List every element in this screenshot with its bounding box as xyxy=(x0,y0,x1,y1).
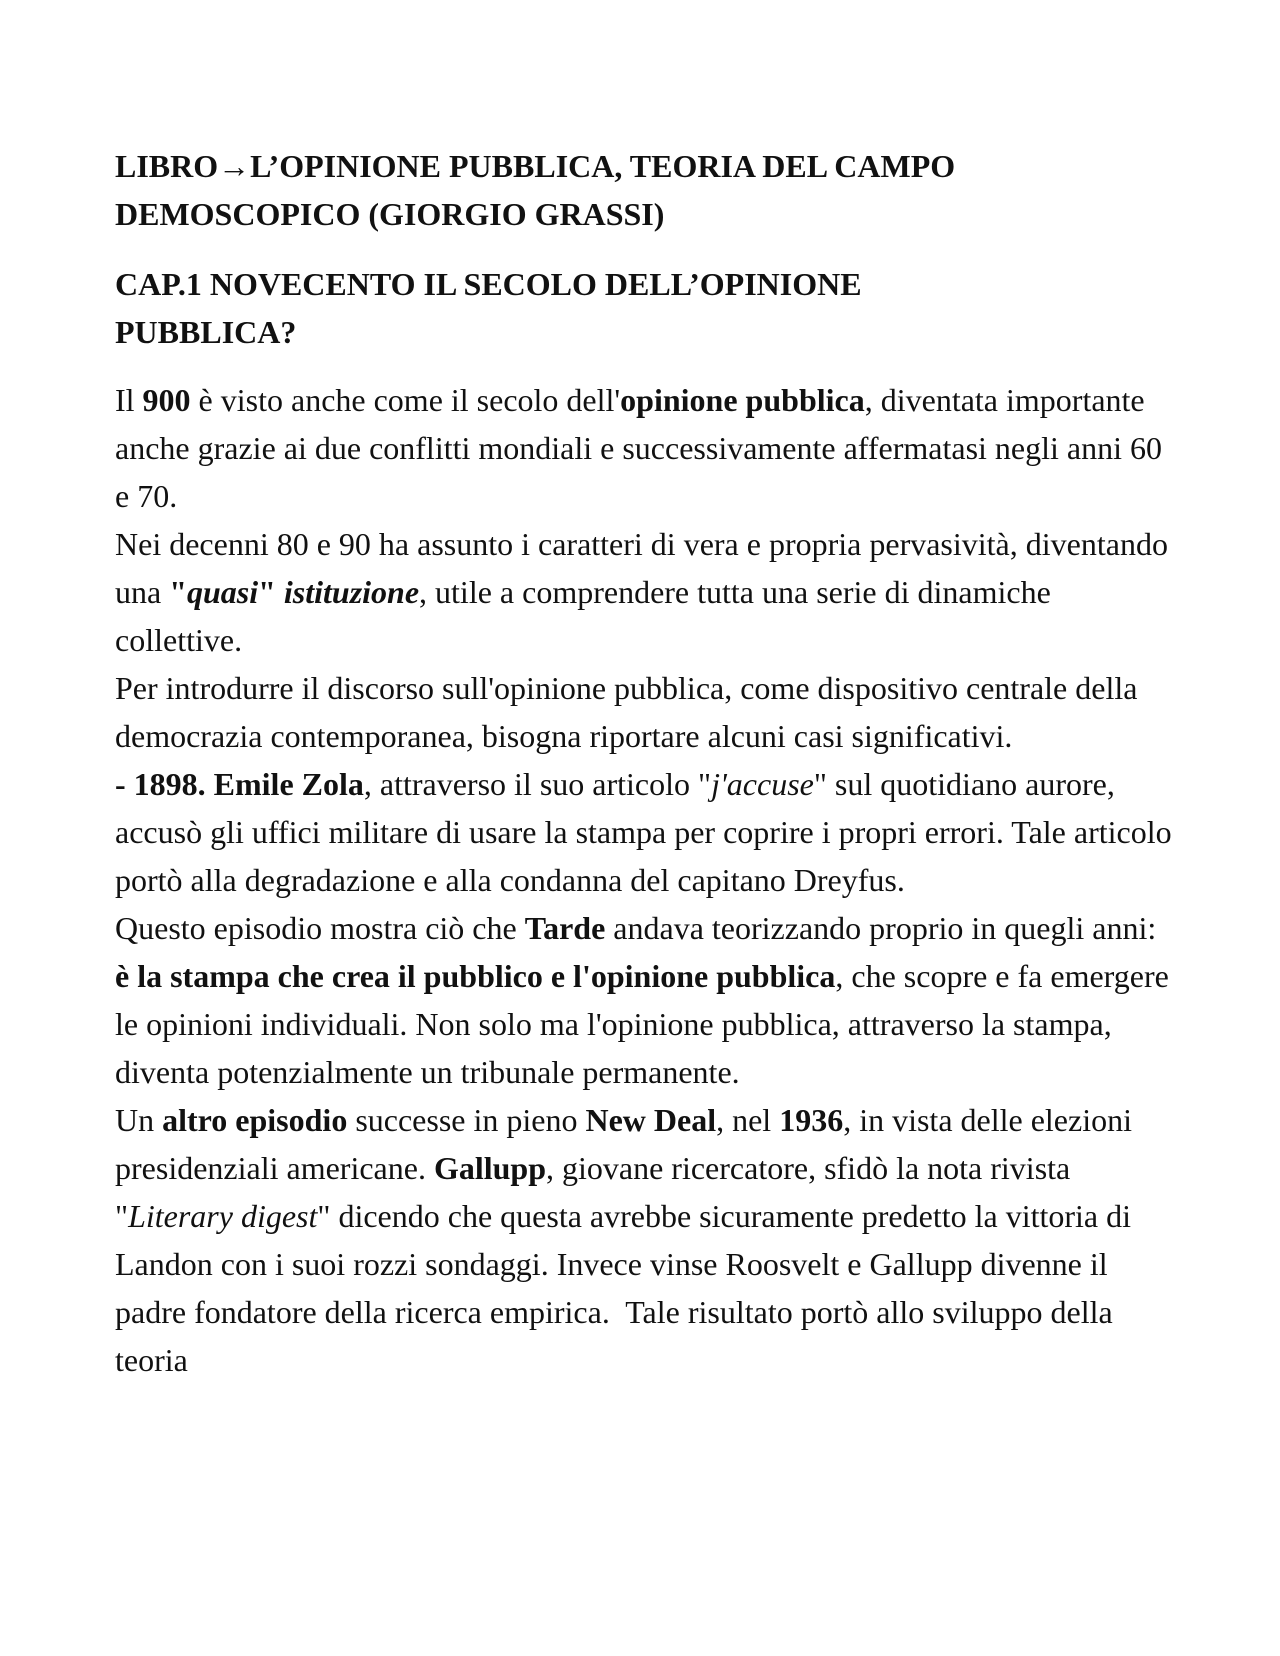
text-run: è visto anche come il secolo dell' xyxy=(190,382,621,418)
chapter-title-line-2: PUBBLICA? xyxy=(115,314,297,350)
text-run: , attraverso il suo articolo " xyxy=(363,766,712,802)
paragraph-decenni xyxy=(115,520,1175,664)
text-run: , che scopre e fa emergere le opinioni individuali. Non solo ma l'opinione pubblica, attraverso la stampa, diventa potenzialmente un tribunale permanente. xyxy=(115,958,1169,1090)
text-run: Nei decenni 80 e 90 ha assunto i caratteri di vera e propria pervasività, diventando una xyxy=(115,526,1168,610)
bold-run: " xyxy=(258,574,284,610)
chapter-body xyxy=(115,376,1175,1384)
book-title-line-1: LIBRO→L’OPINIONE PUBBLICA, TEORIA DEL CAMPO xyxy=(115,148,956,184)
bold-run: Tarde xyxy=(524,910,606,946)
paragraph-gallupp xyxy=(115,1096,1175,1384)
text-run: andava teorizzando proprio in quegli anni: xyxy=(605,910,1157,946)
chapter-title xyxy=(115,260,1175,356)
italic-run: j'accuse xyxy=(711,766,814,802)
paragraph-introduzione xyxy=(115,664,1175,760)
text-run: Il xyxy=(115,382,143,418)
book-title-line-2: DEMOSCOPICO (GIORGIO GRASSI) xyxy=(115,196,665,232)
page-content xyxy=(115,142,1175,1384)
text-run: Un xyxy=(115,1102,163,1138)
bold-italic-run: quasi xyxy=(186,574,259,610)
bold-italic-run: istituzione xyxy=(283,574,420,610)
bold-run: - 1898. Emile Zola xyxy=(115,766,364,802)
bold-run: è la stampa che crea il pubblico e l'opinione pubblica xyxy=(115,958,836,994)
text-run: " dicendo che questa avrebbe sicuramente predetto la vittoria di Landon con i suoi rozzi sondaggi. Invece vinse Roosvelt e Gallupp divenne il padre fondatore della ricerca empirica. Tale risultato portò allo sviluppo della teoria xyxy=(115,1198,1140,1378)
bold-run: 1936 xyxy=(779,1102,844,1138)
bold-run: Gallupp xyxy=(433,1150,546,1186)
bold-run: New Deal xyxy=(585,1102,717,1138)
text-run: , giovane ricercatore, sfidò la nota rivista " xyxy=(115,1150,1071,1234)
text-run: , nel xyxy=(716,1102,780,1138)
bold-run: opinione pubblica xyxy=(620,382,865,418)
chapter-title-line-1: CAP.1 NOVECENTO IL SECOLO DELL’OPINIONE xyxy=(115,266,862,302)
bold-run: altro episodio xyxy=(162,1102,348,1138)
text-run: " sul quotidiano aurore, accusò gli uffici militare di usare la stampa per coprire i propri errori. Tale articolo portò alla degradazione e alla condanna del capitano Dreyfus. xyxy=(115,766,1172,898)
text-run: , utile a comprendere tutta una serie di dinamiche collettive. xyxy=(115,574,1051,658)
text-run: , diventata importante anche grazie ai due conflitti mondiali e successivamente affermatasi negli anni 60 e 70. xyxy=(115,382,1162,514)
book-title xyxy=(115,142,1175,238)
text-run: Per introdurre il discorso sull'opinione pubblica, come dispositivo centrale della democrazia contemporanea, bisogna riportare alcuni casi significativi. xyxy=(115,670,1138,754)
paragraph-900 xyxy=(115,376,1175,520)
text-run: successe in pieno xyxy=(347,1102,586,1138)
bold-run: " xyxy=(169,574,187,610)
text-run: , in vista delle elezioni presidenziali americane. xyxy=(115,1102,1132,1186)
bold-run: 900 xyxy=(142,382,191,418)
text-run: Questo episodio mostra ciò che xyxy=(115,910,525,946)
paragraph-tarde xyxy=(115,904,1175,1096)
italic-run: Literary digest xyxy=(128,1198,318,1234)
paragraph-zola xyxy=(115,760,1175,904)
